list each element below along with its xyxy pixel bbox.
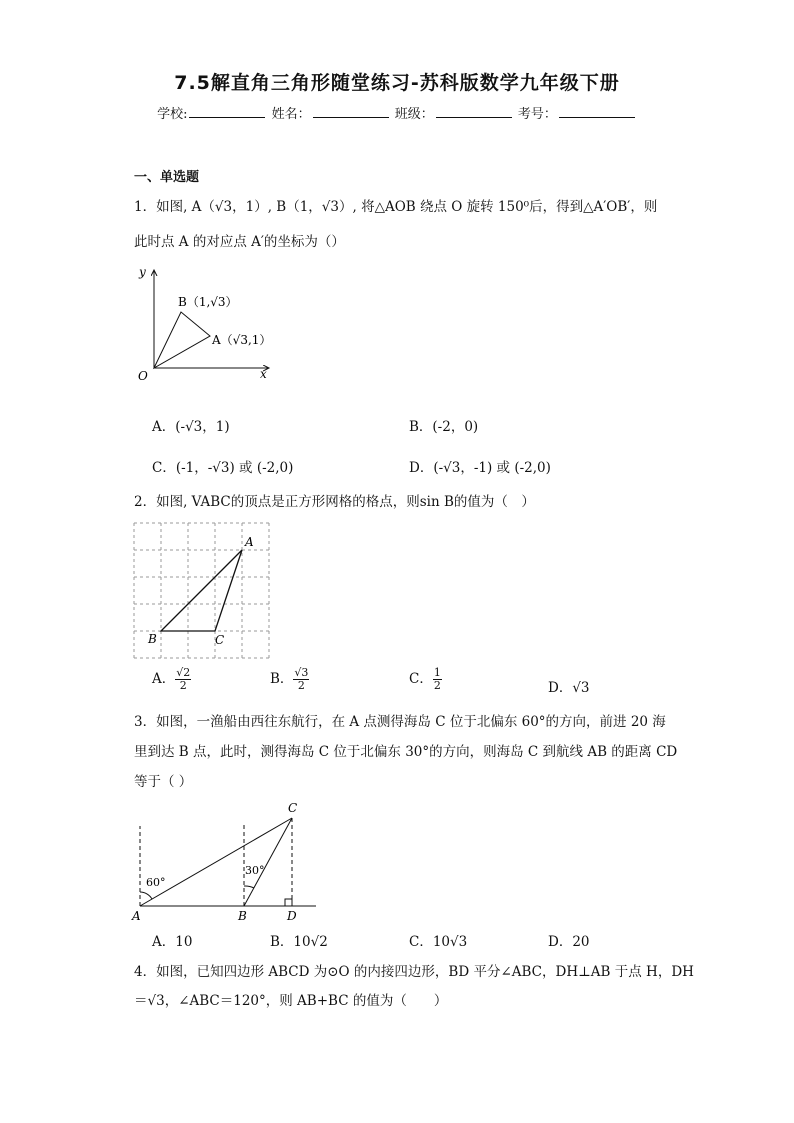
- point-c-label: C: [288, 801, 298, 815]
- name-blank[interactable]: [313, 105, 389, 118]
- q3-stem-line1: 3．如图，一渔船由西往东航行，在 A 点测得海岛 C 位于北偏东 60°的方向，前进 20 海: [134, 714, 666, 730]
- q3-stem-line2: 里到达 B 点，此时，测得海岛 C 位于北偏东 30°的方向，则海岛 C 到航线 AB 的距离 CD: [134, 744, 678, 760]
- q3-stem-line3: 等于（ ）: [134, 774, 193, 790]
- angle-arc-b: [244, 886, 254, 888]
- y-axis-label: y: [139, 265, 146, 279]
- page-title: 7.5解直角三角形随堂练习-苏科版数学九年级下册: [174, 72, 620, 94]
- q2-b-numerator: √3: [294, 666, 309, 679]
- q2-stem: 2．如图, VABC的顶点是正方形网格的格点，则sin B的值为（ ）: [134, 494, 535, 510]
- x-axis-label: x: [260, 367, 267, 381]
- q2-option-c[interactable]: C． $\frac{1}{2}$: [409, 666, 441, 692]
- segment-ac: [140, 818, 292, 906]
- q4-stem-line1: 4．如图，已知四边形 ABCD 为⊙O 的内接四边形，BD 平分∠ABC，DH⊥AB 于点 H，DH: [134, 964, 694, 980]
- triangle-abc: [161, 550, 242, 631]
- q1-stem-line1: 1．如图, A（√3，1）, B（1，√3）, 将△AOB 绕点 O 旋转 150⁰后，得到△A′OB′，则: [134, 199, 658, 215]
- triangle-aob: [154, 312, 210, 368]
- angle-arc-a: [140, 892, 152, 899]
- q3-option-c[interactable]: C．10√3: [409, 934, 468, 950]
- q2-a-denominator: 2: [179, 679, 187, 692]
- vertex-c-label: C: [215, 633, 225, 647]
- origin-label: O: [138, 369, 148, 383]
- name-label: 姓名：: [271, 107, 311, 122]
- point-b-label: B（1,√3）: [178, 295, 238, 309]
- vertex-b-label: B: [148, 632, 157, 646]
- q1-option-c[interactable]: C．(-1，-√3) 或 (-2,0): [152, 460, 294, 476]
- point-d-label: D: [287, 909, 297, 923]
- q1-figure: [134, 262, 284, 387]
- q3-figure: [130, 800, 325, 925]
- angle-60-label: 60°: [146, 876, 166, 889]
- student-info-line: [0, 103, 794, 122]
- vertex-a-label: A: [245, 535, 254, 549]
- q3-option-b[interactable]: B．10√2: [270, 934, 328, 950]
- number-label: 考号：: [517, 107, 557, 122]
- q3-option-a[interactable]: A．10: [152, 934, 193, 950]
- class-label: 班级：: [394, 107, 434, 122]
- q1-stem-line2: 此时点 A 的对应点 A′的坐标为（）: [134, 234, 345, 250]
- angle-30-label: 30°: [245, 864, 265, 877]
- segment-bc: [244, 818, 292, 906]
- q2-option-b[interactable]: B． $\frac{√3}{2}$: [270, 666, 309, 692]
- q1-option-a[interactable]: A．(-√3，1): [152, 419, 230, 435]
- school-blank[interactable]: [189, 105, 265, 118]
- q2-option-a[interactable]: A． $\frac{√2}{2}$: [152, 666, 191, 692]
- q2-b-denominator: 2: [297, 679, 305, 692]
- point-b-label: B: [238, 909, 247, 923]
- q1-option-b[interactable]: B．(-2，0): [409, 419, 479, 435]
- q4-stem-line2: ＝√3，∠ABC＝120°，则 AB+BC 的值为（ ）: [134, 993, 448, 1009]
- point-a-label: A（√3,1）: [212, 333, 272, 347]
- q2-option-d[interactable]: D．√3: [548, 680, 590, 696]
- q2-grid-figure: [133, 522, 273, 662]
- point-a-label: A: [132, 909, 141, 923]
- q2-c-denominator: 2: [433, 679, 441, 692]
- q1-option-d[interactable]: D．(-√3，-1) 或 (-2,0): [409, 460, 551, 476]
- q3-option-d[interactable]: D．20: [548, 934, 590, 950]
- class-blank[interactable]: [436, 105, 512, 118]
- section-title: 一、单选题: [134, 170, 200, 185]
- right-angle-mark: [285, 899, 292, 906]
- q2-c-numerator: 1: [433, 666, 441, 679]
- q2-a-numerator: √2: [176, 666, 191, 679]
- school-label: 学校:: [157, 107, 188, 122]
- number-blank[interactable]: [559, 105, 635, 118]
